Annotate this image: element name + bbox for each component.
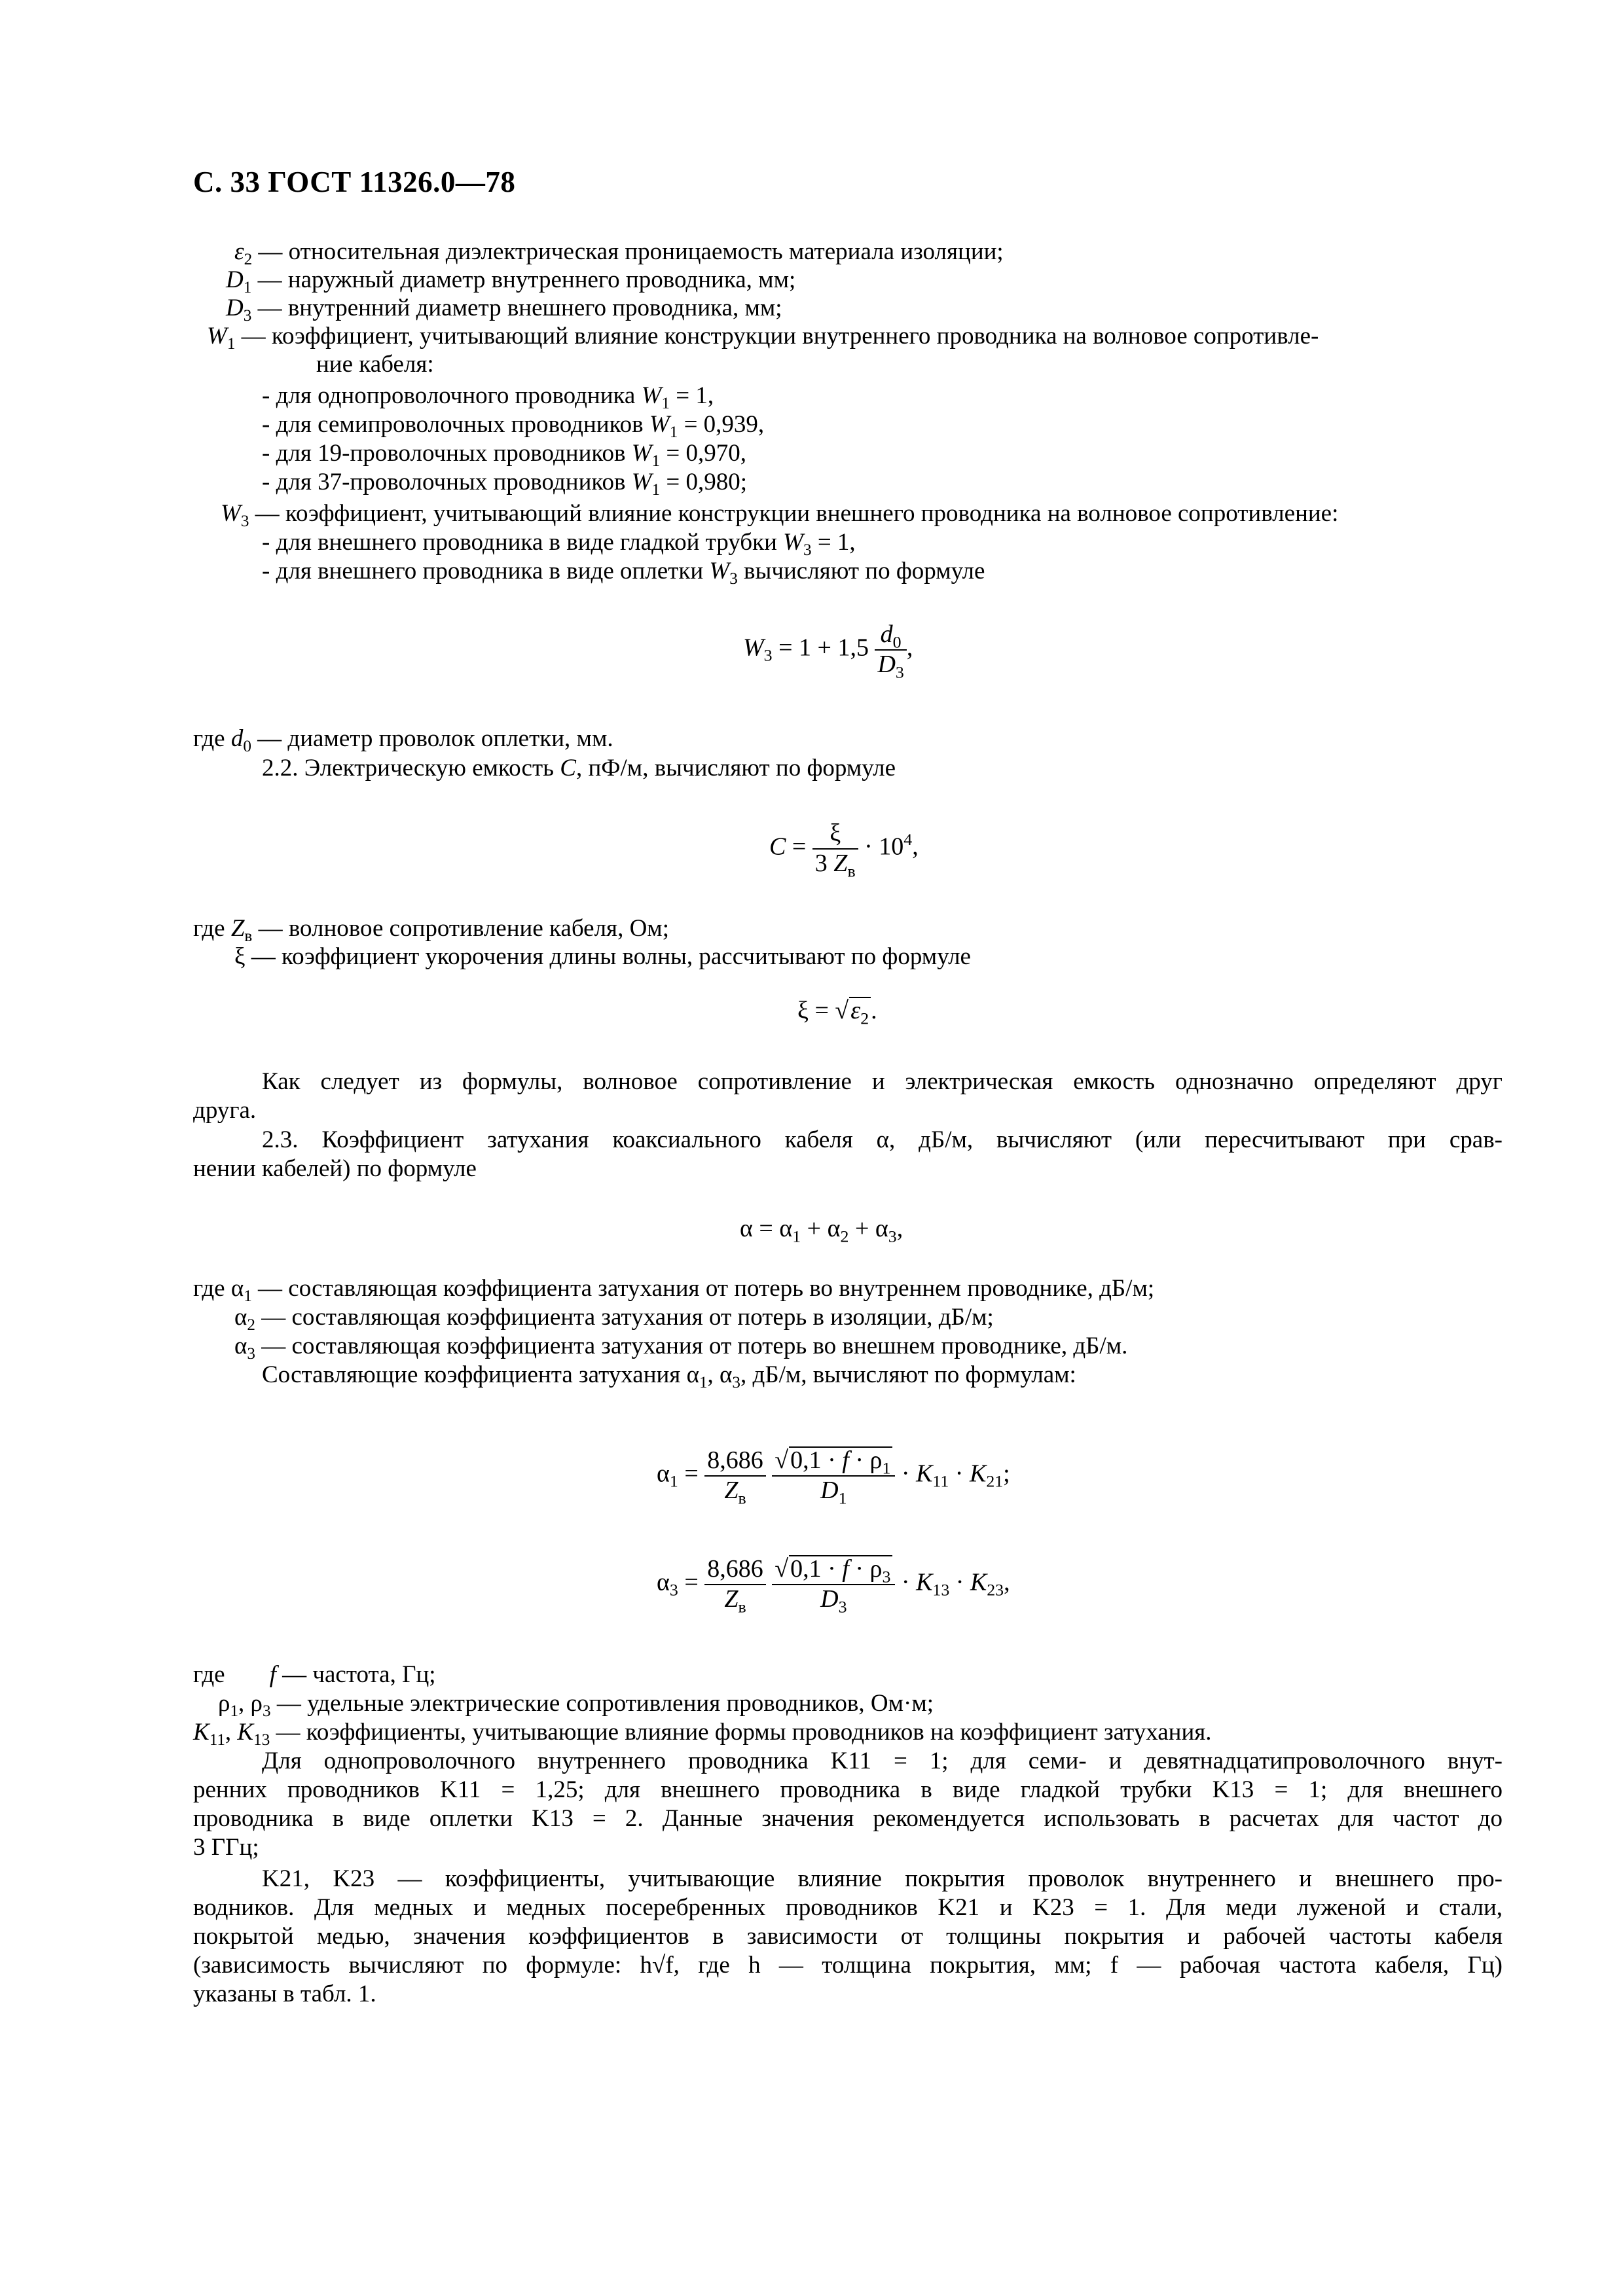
def-alpha3: $\alpha_3$ — составляющая коэффициента затухания от потерь во внешнем проводнике, дБ/м. [234,1333,1128,1363]
k11-paragraph-line1: Для однопроволочного внутреннего проводника K11 = 1; для семи- и девятнадцатипроволочного внут- [262,1748,1503,1774]
def-rho: $\rho_1$, $\rho_3$ — удельные электрические сопротивления проводников, Ом·м; [218,1690,934,1721]
k11-paragraph-line4: 3 ГГц; [193,1834,259,1861]
w3-bullet-1: - для внешнего проводника в виде гладкой трубки $W_3 = 1$, [262,529,856,560]
page-header: С. 33 ГОСТ 11326.0—78 [193,166,516,198]
w3-bullet-2: - для внешнего проводника в виде оплетки $W_3$ вычисляют по формуле [262,558,985,588]
w1-bullet-2: - для семипроволочных проводников $W_1 = 0,939$, [262,411,765,442]
k21-paragraph-line1: K21, K23 — коэффициенты, учитывающие влияние покрытия проволок внутреннего и внешнего про- [262,1865,1503,1892]
k21-paragraph-line3: покрытой медью, значения коэффициентов в зависимости от толщины покрытия и рабочей частоты кабеля [193,1923,1503,1950]
k21-paragraph-line2: водников. Для медных и медных посеребренных проводников K21 и K23 = 1. Для меди луженой и стали, [193,1894,1503,1921]
def-k11-k13: $K_{11}$, $K_{13}$ — коэффициенты, учитывающие влияние формы проводников на коэффициент затухания. [193,1719,1212,1749]
def-zv: где $Z_в$ — волновое сопротивление кабеля, Ом; [193,915,669,946]
def-alpha2: $\alpha_2$ — составляющая коэффициента затухания от потерь в изоляции, дБ/м; [234,1304,994,1335]
w1-bullet-1: - для однопроволочного проводника $W_1 = 1$, [262,382,714,413]
k21-paragraph-line4: (зависимость вычисляют по формуле: h√f, где h — толщина покрытия, мм; f — рабочая частота кабеля, Гц) [193,1952,1503,1979]
k11-paragraph-line2: ренних проводников K11 = 1,25; для внешнего проводника в виде гладкой трубки K13 = 1; для внешнего [193,1776,1503,1803]
def-w3: $W_3$ — коэффициент, учитывающий влияние конструкции внешнего проводника на волновое сопротивление: [221,500,1339,531]
section-2-2: 2.2. Электрическую емкость C, пФ/м, вычисляют по формуле [262,755,896,781]
w1-bullet-3: - для 19-проволочных проводников $W_1 = 0,970$, [262,440,746,471]
formula-alpha-sum: $\alpha = \alpha_1 + \alpha_2 + \alpha_3$, [740,1215,903,1246]
def-d1: $D_1$ — наружный диаметр внутреннего проводника, мм; [226,266,796,297]
paragraph-follows-line1: Как следует из формулы, волновое сопротивление и электрическая емкость однозначно определяют друг [262,1068,1503,1095]
def-d0: где $d_0$ — диаметр проволок оплетки, мм. [193,725,613,756]
paragraph-follows-line2: друга. [193,1097,257,1124]
components-intro: Составляющие коэффициента затухания $\alpha_1$, $\alpha_3$, дБ/м, вычисляют по формулам: [262,1361,1076,1392]
def-w1-continuation: ние кабеля: [316,351,434,378]
def-d3: $D_3$ — внутренний диаметр внешнего проводника, мм; [226,295,782,325]
formula-w3: $W_3 = 1 + 1,5$ $\frac{d_0}{D_3}$ , [743,620,913,681]
formula-alpha3: $\alpha_3$ = $\frac{8,686}{Z_в}$ $\frac{√0,1 \cdot f \cdot \rho_3}{D_3}$ · $K_{13} \cdot K_{23}$, [657,1555,1010,1616]
k11-paragraph-line3: проводника в виде оплетки K13 = 2. Данные значения рекомендуется использовать в расчетах для частот до [193,1805,1503,1832]
def-eps2: $\varepsilon_2$ — относительная диэлектрическая проницаемость материала изоляции; [234,238,1004,269]
formula-xi: $\xi = √\varepsilon_2$. [797,997,877,1028]
def-f: где f — частота, Гц; [193,1661,436,1688]
def-alpha1: где $\alpha_1$ — составляющая коэффициента затухания от потерь во внутреннем проводнике, дБ/м; [193,1275,1155,1306]
section-2-3-line2: нении кабелей) по формуле [193,1155,477,1182]
def-w1: $W_1$ — коэффициент, учитывающий влияние конструкции внутреннего проводника на волновое сопротивле- [207,323,1319,353]
def-xi: ξ — коэффициент укорочения длины волны, рассчитывают по формуле [234,943,971,970]
formula-alpha1: $\alpha_1$ = $\frac{8,686}{Z_в}$ $\frac{√0,1 \cdot f \cdot \rho_1}{D_1}$ · $K_{11} \cdot K_{21}$; [657,1446,1010,1507]
w1-bullet-4: - для 37-проволочных проводников $W_1 = 0,980$; [262,469,748,499]
section-2-3-line1: 2.3. Коэффициент затухания коаксиального кабеля α, дБ/м, вычисляют (или пересчитывают при срав- [262,1126,1503,1153]
k21-paragraph-line5: указаны в табл. 1. [193,1981,376,2007]
formula-capacitance: C = $\frac{\xi}{3 Z_в}$ · $10^4$, [769,819,919,880]
